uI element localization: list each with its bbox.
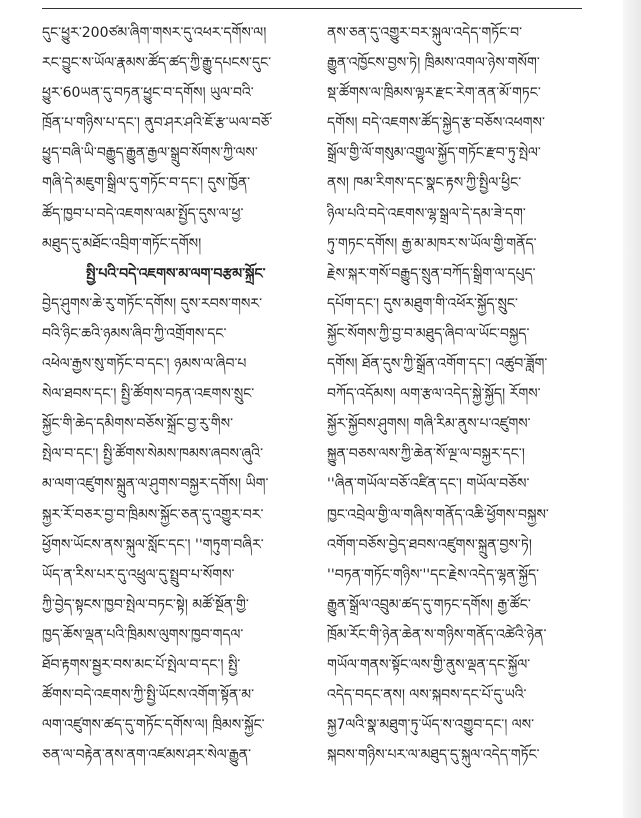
text-line: ཕྱོགས་ཡོངས་ནས་སྐུལ་སློང་དང་། ''གཏུག་བཞིར་: [42, 536, 264, 553]
text-line: ཁྲོན་པ་གཉིས་པ་དང་། ནུབ་ཤར་ཤའི་ཇོ་རྩ་ཡལ་བཅོ་: [42, 115, 273, 132]
text-line: ''བཏན་གཏོང་གཉིས་''དང་རྗེས་འདེད་ལྷན་སྐྱོད་: [327, 566, 540, 583]
text-line: སྐྱོང་གི་ཆེད་དམིགས་བཅོས་སྐྲོང་བྱ་རུ་གིས་: [42, 416, 234, 433]
text-line: སྐྱོར་སྐྱོབས་ཤུགས། གཞི་རིམ་ནུས་པ་འཛུགས་: [327, 416, 531, 433]
text-line: ལག་འཛུགས་ཚད་དུ་གཏོང་དགོས་ལ། ཁྲིམས་སྐྱོང་: [42, 717, 265, 734]
text-line: སྐྱར་རོ་བཅར་བྱ་བ་ཁྲིམས་སྐྱོང་ཅན་དུ་འགྱུར་བར་: [42, 506, 264, 523]
left-column: [42, 18, 294, 770]
text-line: ཀྱི་བྱེད་སྟངས་ཁྱབ་སྤེལ་བཏང་སྟེ། མཚོ་སྔོན་གྱི་: [42, 596, 249, 613]
page-edge-shadow: [623, 0, 641, 818]
text-line: སྒྲོལ་གྱི་ལོ་གསུམ་འགྱུལ་སྐྱོད་གཏོང་རྫབ་ཏུ་སྤེལ་: [327, 145, 541, 162]
text-line: འཕེལ་རྒྱས་སུ་གཏོང་བ་དང་། ཉམས་ལ་ཞིབ་པ: [42, 356, 247, 373]
text-line: སྐྱོང་སོགས་ཀྱི་བྱ་བ་མཐུད་ཞིབ་ལ་ཡོང་བསྐྱད་: [327, 325, 530, 342]
text-line: སེལ་ཐབས་དང་། སྤྱི་ཚོགས་བཏན་འཇགས་སྲུང་: [42, 386, 255, 403]
text-line: སྤེལ་བ་དང་། སྤྱི་ཚོགས་སེམས་ཁམས་ཞབས་ཞུའི་: [42, 446, 264, 463]
text-line: ཐོབ་རྟགས་སྦྱར་བས་མང་པོ་སྤེལ་བ་དང་། སྤྱི་: [42, 656, 241, 673]
text-line: ''ཞིན་གཡོལ་བཅོ་འཛིན་དང་། གཡོལ་བཅོས་: [327, 476, 530, 493]
text-line: བྱེད་ཤུགས་ཆེ་རུ་གཏོང་དགོས། དུས་རབས་གསར་: [42, 295, 263, 312]
text-line: ཡོད་ན་རིས་པར་དུ་འཕྲུལ་དུ་སྤྲུབ་པ་སོགས་: [42, 566, 235, 583]
text-line: ཁྲོམ་རོང་གི་ཉེན་ཆེན་ས་གཉིས་གནོད་འཚེའི་ཉེན་: [327, 626, 547, 643]
text-line: སྐབས་གཉིས་པར་ལ་མཐུད་དུ་སྐུལ་འདེད་གཏོང་: [327, 747, 540, 764]
text-line: སྡ་ཚོགས་ལ་ཁྲིམས་ལྟར་རྫང་རེག་ནན་མོ་གཏང་: [327, 85, 541, 102]
text-line: ནས་ཅན་དུ་འགྱུར་བར་སྐུལ་འདེད་གཏོང་བ་: [327, 25, 523, 41]
text-line: མ་ལག་འཛུགས་སྐྲུན་ལ་ཤུགས་བསྐྱར་དགོས། ཡིག་: [42, 476, 269, 493]
text-line: རྗེས་སྐར་གསོ་བརྒྱུད་སྲུན་བཀོད་སྒྲིག་ལ་དཔུད་: [327, 265, 536, 282]
text-line: དགོས། བདེ་འཇགས་ཚོད་སྐྱེད་རྩ་བཅོས་འཕགས་: [327, 115, 545, 132]
text-line: རྒྱུན་འཁྱོངས་བྱས་ཏེ། ཁྲིམས་འགལ་ཉེས་གསོག་: [327, 55, 540, 72]
text-line: བའི་ཉིང་ཆའི་ཉམས་ཞིབ་ཀྱི་འགྲོགས་དང་: [42, 325, 227, 342]
text-line: འགོག་བཅོས་བྱེད་ཐབས་འཛུགས་སྐྲུན་བྱས་ཏེ།: [327, 536, 532, 553]
text-line: རང་བྱུང་ས་ཡོལ་རྣམས་ཚོད་ཚད་ཀྱི་རྒྱུ་དཔངས་དུང་: [42, 55, 272, 72]
text-line: ཁྱད་ཆོས་ལྡན་པའི་ཁྲིམས་ལུགས་ཁྱབ་གདལ་: [42, 626, 244, 643]
section-heading: སྤྱི་པའི་བདེ་འཇགས་མ་ལག་བརྩམ་སྐྲོང་: [86, 265, 266, 282]
right-column: [327, 18, 579, 770]
text-line: སྐྱུན་བཅས་ལས་ཀྱི་ཆེན་སོ་ལྔ་ལ་བསྐྱར་དང་།: [327, 446, 525, 463]
text-line: རྒྱུན་སྒྲོལ་འབྲུམ་ཚད་དུ་གཏང་དགོས། རྒྱ་ཚོང་: [327, 596, 531, 613]
text-line: ཚོད་ཁྱབ་པ་བདེ་འཇགས་ལམ་སྤྱོད་དུས་ལ་ཕྱ་: [42, 205, 244, 222]
text-line: དུང་ཕྱུར་200ཙམ་ཞིག་གསར་དུ་འཕར་དགོས་ལ།: [42, 25, 267, 41]
text-line: དགོས། ཐོན་དུས་ཀྱི་སྒྲོན་འགོག་དང་། འཚུབ་ཟློག་: [327, 356, 548, 373]
text-line: སྐྱ7ལའི་སྣ་མཐུག་ཏུ་ཡོད་ས་འགྱུབ་དང་། ལས་: [327, 717, 535, 734]
text-line: ཚོགས་བདེ་འཇགས་ཀྱི་སྤྱི་ཡོངས་འགོག་སྟོན་མ་: [42, 687, 255, 704]
text-line: འདེད་བདང་ནས། ལས་སྐབས་དང་པོ་དུ་ཡའི་: [327, 687, 527, 704]
text-line: གཞི་དེ་མཇུག་སྒྲིལ་དུ་གཏོང་བ་དང་། དུས་ཁྱོན་: [42, 175, 251, 192]
text-line: མཐུད་དུ་མཐོང་འབྲིག་གཏོང་དགོས།: [42, 235, 202, 252]
text-line: ཉིལ་པའི་བདེ་འཇགས་ལྷ་སྒྲལ་དེ་དམ་ཟེ་དག་: [327, 205, 526, 222]
text-line: དཔོག་དང་། དུས་མཐུག་གི་འཕོར་སྐྱོད་སྲུང་: [327, 295, 518, 312]
text-line: ཕྱུད་བཞི་ཡི་བརྒྱུད་རྒྱུན་རྒྱལ་སྒྲུབ་སོགས་ཀྱི་ལས་: [42, 145, 258, 162]
text-line: གཡོལ་གནས་སྟོང་ལས་གྱི་ནུས་ལྡན་དང་སྐྱོལ་: [327, 656, 531, 673]
top-rule: [42, 8, 582, 9]
text-line: ཁྱང་འབྲེལ་གྱི་ལ་གཞིས་གནོད་འཆི་ཕྱོགས་བསྐྱས་: [327, 506, 549, 523]
text-line: ཅན་ལ་བརྟེན་ནས་ནག་འཛམས་ཤར་སེལ་རྒྱུན་: [42, 747, 252, 764]
text-line: བཀོད་འདོམས། ལག་རྩལ་འདེད་སྐྱེ་སྐྱོད། རོགས་: [327, 386, 541, 403]
text-line: ཕྱུར་60ཡན་དུ་བཏན་ཕྱུང་བ་དགོས། ཡུལ་བའི་: [42, 85, 254, 102]
text-line: ཏུ་གཏང་དགོས། རྒྱ་མ་མཁར་ས་ཡོལ་གྱི་གནོད་: [327, 235, 537, 252]
text-line: ནས། ཁམ་རིགས་དང་སྣང་རྟས་ཀྱི་སྤྱིལ་ཕྱིང་: [327, 175, 522, 192]
